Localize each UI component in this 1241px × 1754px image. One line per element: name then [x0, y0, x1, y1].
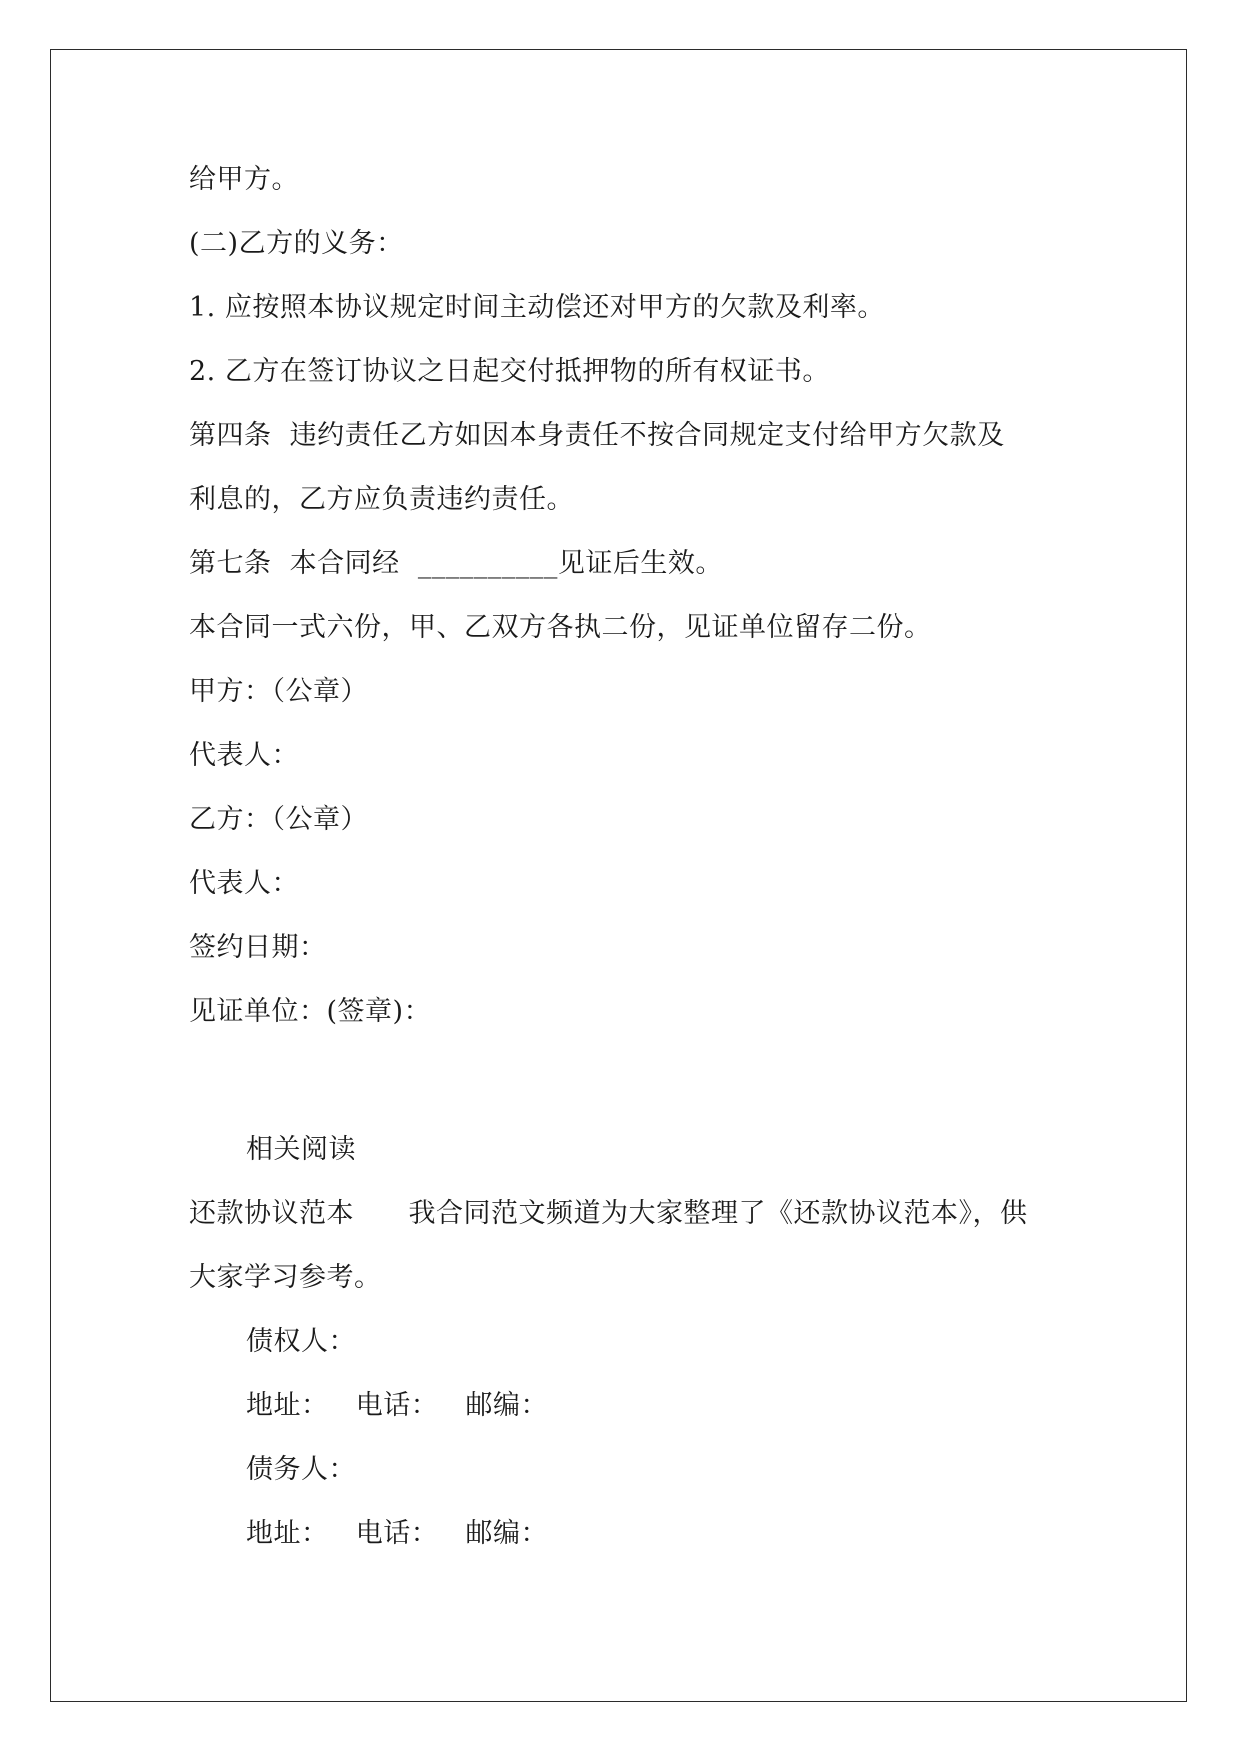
- creditor-contact: 地址： 电话： 邮编：: [246, 1390, 548, 1421]
- copies-clause: 本合同一式六份，甲、乙双方各执二份，见证单位留存二份。: [189, 612, 932, 643]
- text-line-1: 给甲方。: [189, 164, 299, 195]
- debtor-label: 债务人：: [246, 1454, 356, 1485]
- party-a-seal: 甲方：（公章）: [189, 676, 368, 707]
- related-intro-line-1: 还款协议范本 我合同范文频道为大家整理了《还款协议范本》，供: [189, 1198, 1028, 1229]
- obligation-item-2: 2. 乙方在签订协议之日起交付抵押物的所有权证书。: [189, 356, 830, 387]
- witness-unit: 见证单位：(签章)：: [189, 996, 432, 1027]
- party-b-seal: 乙方：（公章）: [189, 804, 368, 835]
- related-intro-line-2: 大家学习参考。: [189, 1262, 382, 1293]
- creditor-label: 债权人：: [246, 1326, 356, 1357]
- party-a-representative: 代表人：: [189, 740, 299, 771]
- signing-date: 签约日期：: [189, 932, 327, 963]
- party-b-representative: 代表人：: [189, 868, 299, 899]
- article-seven: 第七条 本合同经 __________见证后生效。: [189, 548, 723, 579]
- article-four-line-2: 利息的，乙方应负责违约责任。: [189, 484, 574, 515]
- obligations-heading: (二)乙方的义务：: [189, 228, 404, 259]
- debtor-contact: 地址： 电话： 邮编：: [246, 1518, 548, 1549]
- article-four-line-1: 第四条 违约责任乙方如因本身责任不按合同规定支付给甲方欠款及: [189, 420, 1005, 451]
- related-heading: 相关阅读: [246, 1134, 356, 1165]
- obligation-item-1: 1. 应按照本协议规定时间主动偿还对甲方的欠款及利率。: [189, 292, 885, 323]
